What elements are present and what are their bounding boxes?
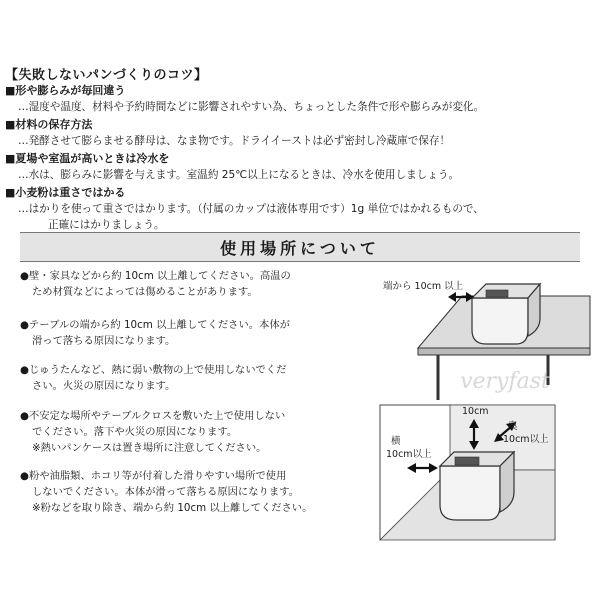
note-line: ●テーブルの端から約 10cm 以上離してください。本体が [20, 319, 290, 331]
note-line: ため材質などによっては傷めることがあります。 [32, 286, 258, 298]
side-clearance-label: 10cm以上 [386, 449, 432, 460]
note-line: ※粉などを取り除き、端から約 10cm 以上離してください。 [32, 502, 313, 514]
tip-body: …水は、膨らみに影響を与えます。室温約 25℃以上になるときは、冷水を使用しましょう。 [18, 169, 460, 181]
note-line: さい。火災の原因になります。 [32, 380, 176, 392]
side-clearance-label: 横 [391, 436, 401, 447]
note-line: ●粉や油脂類、ホコリ等が付着した滑りやすい場所で使用 [20, 470, 287, 482]
tip-body: …はかりを使って重さではかります。（付属のカップは液体専用です）1g 単位ではかれるもので、 [18, 203, 484, 215]
note-line: でください。落下や火災の原因になります。 [32, 426, 238, 438]
note-line: 滑って落ちる原因になります。 [32, 335, 176, 347]
tip-heading: ■小麦粉は重さではかる [5, 186, 126, 199]
tip-heading: ■材料の保存方法 [5, 118, 93, 131]
tips-title: 【失敗しないパンづくりのコツ】 [5, 68, 208, 83]
tip-body: …湿度や温度、材料や予約時間などに影響されやすい為、ちょっとした条件で形や膨らみが変化。 [18, 101, 485, 113]
edge-distance-label: 端から 10cm 以上 [383, 281, 464, 292]
note-line: ●壁・家具などから約 10cm 以上離してください。高温の [20, 270, 291, 282]
note-line: ●じゅうたんなど、熱に弱い敷物の上で使用しないでくだ [20, 364, 287, 376]
tip-heading: ■夏場や室温が高いときは冷水を [5, 152, 170, 165]
note-line: ※熱いパンケースは置き場所に注意してください。 [32, 442, 267, 454]
side-clearance-arrow-icon [407, 463, 438, 473]
note-line: しないでください。本体が滑って落ちる原因になります。 [32, 486, 299, 498]
watermark: veryfast [460, 369, 550, 394]
tip-heading: ■形や膨らみが毎回違う [5, 84, 126, 97]
tip-body: 正確にはかりましょう。 [48, 219, 165, 231]
back-clearance-label: 奥 [508, 421, 518, 432]
top-clearance-label: 10cm [462, 406, 489, 417]
bread-maker-icon [440, 452, 514, 520]
back-clearance-label: 10cm以上 [503, 434, 549, 445]
section-title: 使用場所について [220, 238, 380, 258]
note-line: ●不安定な場所やテーブルクロスを敷いた上で使用しない [20, 410, 286, 422]
tip-body: …発酵させて膨らませる酵母は、なま物です。ドライイーストは必ず密封し冷蔵庫で保存！ [18, 135, 451, 147]
